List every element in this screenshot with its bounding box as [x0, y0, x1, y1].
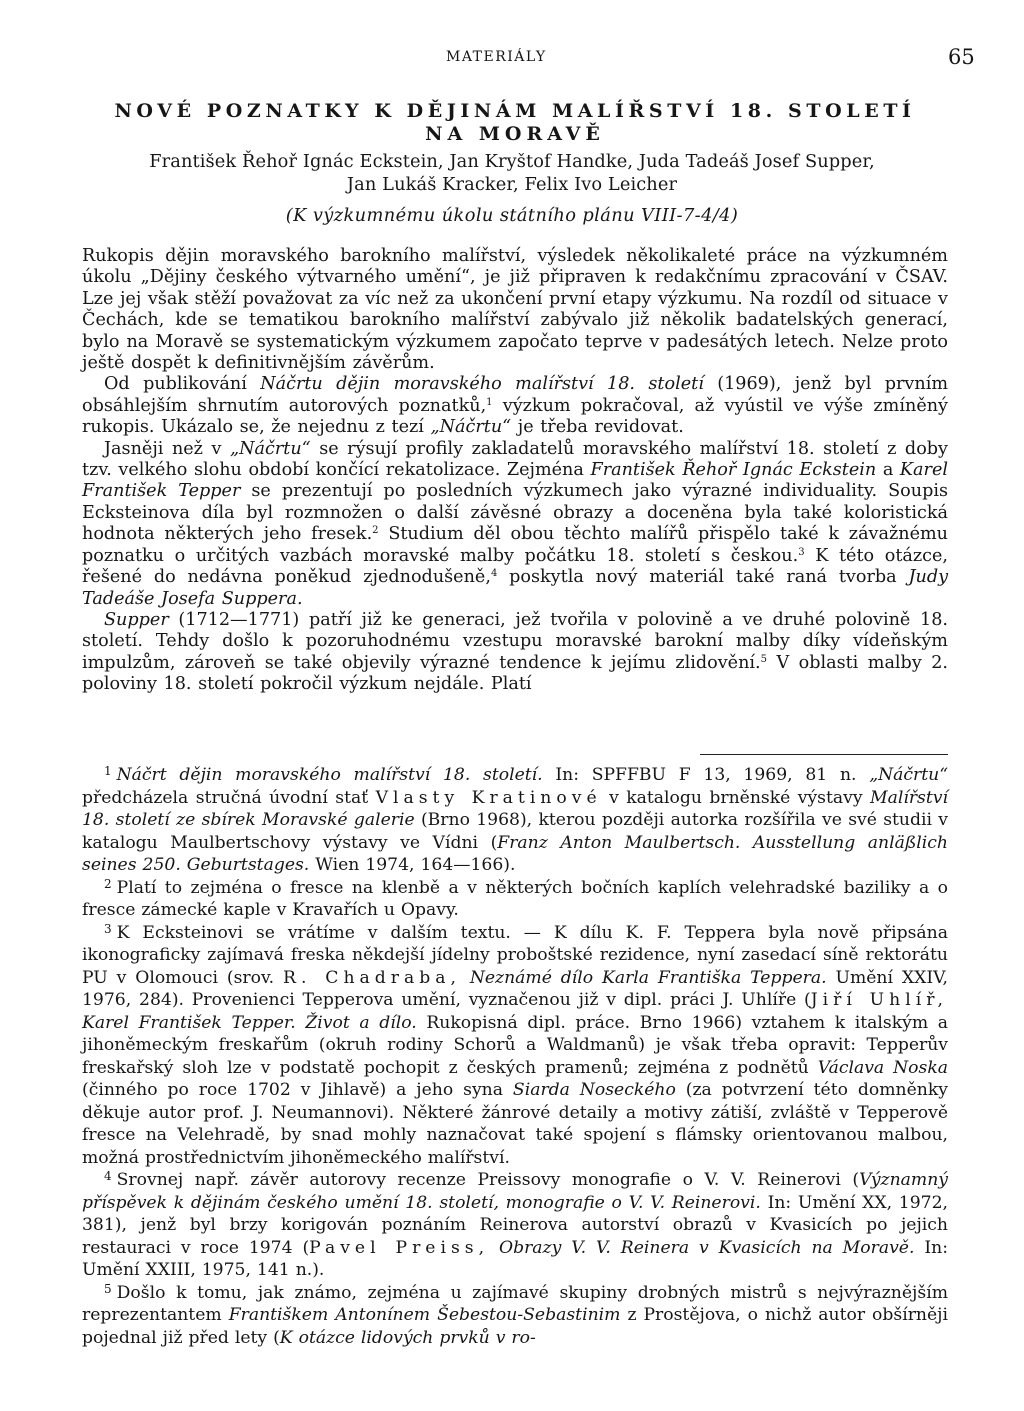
- research-task-note: (K výzkumnému úkolu státního plánu VIII-7-4/4): [285, 205, 739, 226]
- author-list: [50, 150, 974, 196]
- paragraph: Rukopis dějin moravského barokního malířství, výsledek několikaleté práce na výzkumném úkolu „Dějiny českého výtvarného umění“, je již připraven k redakčnímu zpracování v ČSAV. Lze jej však stěží považovat za víc než za ukončení první etapy výzkumu. Na rozdíl od situace v Čechách, kde se tematikou barokního malířství zabývalo již několik badatelských generací, bylo na Moravě se systematickým výzkumem započato teprve v padesátých letech. Nelze proto ještě dospět k definitivnějším závěrům.: [82, 246, 948, 374]
- footnote-1: $^1$ Náčrt dějin moravského malířství 18. století. In: SPFFBU F 13, 1969, 81 n. „Náčrtu“ předcházela stručná úvodní stať Vlasty Kratinové v katalogu brněnské výstavy Malířství 18. století ze sbírek Moravské galerie (Brno 1968), kterou později autorka rozšířila ve své studii v katalogu Maulbertschovy výstavy ve Vídni (Franz Anton Maulbertsch. Ausstellung anläßlich seines 250. Geburtstages. Wien 1974, 164—166).: [82, 764, 948, 875]
- title-line-2: NA MORAVĚ: [425, 123, 605, 145]
- paragraph: Jasněji než v „Náčrtu“ se rýsují profily zakladatelů moravského malířství 18. století z doby tzv. velkého slohu období končící rekatolizace. Zejména František Řehoř Ignác Eckstein a Karel František Tepper se prezentují po posledních výzkumech jako výrazné individuality. Soupis Ecksteinova díla byl rozmnožen o další závěsné obrazy a doceněna byla také koloristická hodnota některých jeho fresek.$^2$ Studium děl obou těchto malířů přispělo také k závažnému poznatku o určitých vazbách moravské malby počátku 18. století s českou.$^3$ K této otázce, řešené do nedávna poněkud zjednodušeně,$^4$ poskytla nový materiál také raná tvorba Judy Tadeáše Josefa Suppera.: [82, 438, 949, 609]
- body-text: [82, 246, 948, 696]
- running-head: [0, 46, 1024, 70]
- footnote-ref: 5: [760, 653, 767, 665]
- article-title: [60, 100, 970, 146]
- footnote-ref: 4: [490, 568, 498, 580]
- authors-line-2: Jan Lukáš Kracker, Felix Ivo Leicher: [346, 174, 678, 195]
- authors-line-1: František Řehoř Ignác Eckstein, Jan Kryštof Handke, Juda Tadeáš Josef Supper,: [149, 151, 875, 172]
- paragraph: Od publikování Náčrtu dějin moravského malířství 18. století (1969), jenž byl prvním obsáhlejším shrnutím autorových poznatků,$^1$ výzkum pokračoval, až vyústil ve výše zmíněný rukopis. Ukázalo se, že nejednu z tezí „Náčrtu“ je třeba revidovat.: [82, 374, 949, 438]
- footnote-2: $^2$ Platí to zejména o fresce na klenbě a v některých bočních kaplích velehradské baziliky a o fresce zámecké kaple v Kravařích u Opavy.: [82, 876, 948, 920]
- paragraph: Supper (1712—1771) patří již ke generaci, jež tvořila v polovině a ve druhé polovině 18. století. Tehdy došlo k pozoruhodnému vzestupu moravské barokní malby díky vídeňským impulzům, zároveň se také objevily výrazné tendence k jejímu zlidovění.$^5$ V oblasti malby 2. poloviny 18. století pokročil výzkum nejdále. Platí: [82, 609, 948, 695]
- footnote-3: $^3$ K Ecksteinovi se vrátíme v dalším textu. — K dílu K. F. Teppera byla nově připsána ikonograficky zajímavá freska někdejší jídelny proboštské rezidence, nyní zasedací síně rektorátu PU v Olomouci (srov. R. Chadraba, Neznámé dílo Karla Františka Teppera. Umění XXIV, 1976, 284). Provenienci Tepperova umění, vyznačenou již v dipl. práci J. Uhlíře (Jiří Uhlíř, Karel František Tepper. Život a dílo. Rukopisná dipl. práce. Brno 1966) vztahem k italským a jihoněmeckým freskařům (okruh rodiny Schorů a Waldmanů) je však třeba opravit: Tepperův freskařský sloh lze v podstatě pochopit z českých pramenů; zejména z podnětů Václava Noska (činného po roce 1702 v Jihlavě) a jeho syna Siarda Noseckého (za potvrzení této domněnky děkuje autor prof. J. Neumannovi). Některé žánrové detaily a motivy zátiší, zvláště v Tepperově fresce na Velehradě, by snad mohly naznačovat také spojení s flámsky orientovanou malbou, možná prostřednictvím jihoněmeckého malířství.: [82, 921, 948, 1168]
- footnote-4: $^4$ Srovnej např. závěr autorovy recenze Preissovy monografie o V. V. Reinerovi (Významný příspěvek k dějinám českého umění 18. století, monografie o V. V. Reinerovi. In: Umění XX, 1972, 381), jenž byl brzy korigován poznáním Reinerova autorství obrazů v Kvasicích po jejich restauraci v roce 1974 (Pavel Preiss, Obrazy V. V. Reinera v Kvasicích na Moravě. In: Umění XXIII, 1975, 141 n.).: [82, 1169, 949, 1280]
- title-line-1: NOVÉ POZNATKY K DĚJINÁM MALÍŘSTVÍ 18. STOLETÍ: [114, 100, 916, 122]
- footnote-ref: 2: [372, 525, 379, 537]
- section-label: MATERIÁLY: [446, 49, 547, 65]
- page-number: 65: [948, 45, 975, 69]
- footnote-ref: 1: [486, 396, 493, 408]
- footnotes: [82, 764, 948, 1349]
- footnote-divider: [700, 754, 948, 755]
- footnote-ref: 3: [798, 546, 805, 558]
- footnote-5: $^5$ Došlo k tomu, jak známo, zejména u zajímavé skupiny drobných mistrů s nejvýraznějším reprezentantem Františkem Antonínem Šebestou-Sebastinim z Prostějova, o nichž autor obšírněji pojednal již před lety (K otázce lidových prvků v ro-: [82, 1281, 948, 1348]
